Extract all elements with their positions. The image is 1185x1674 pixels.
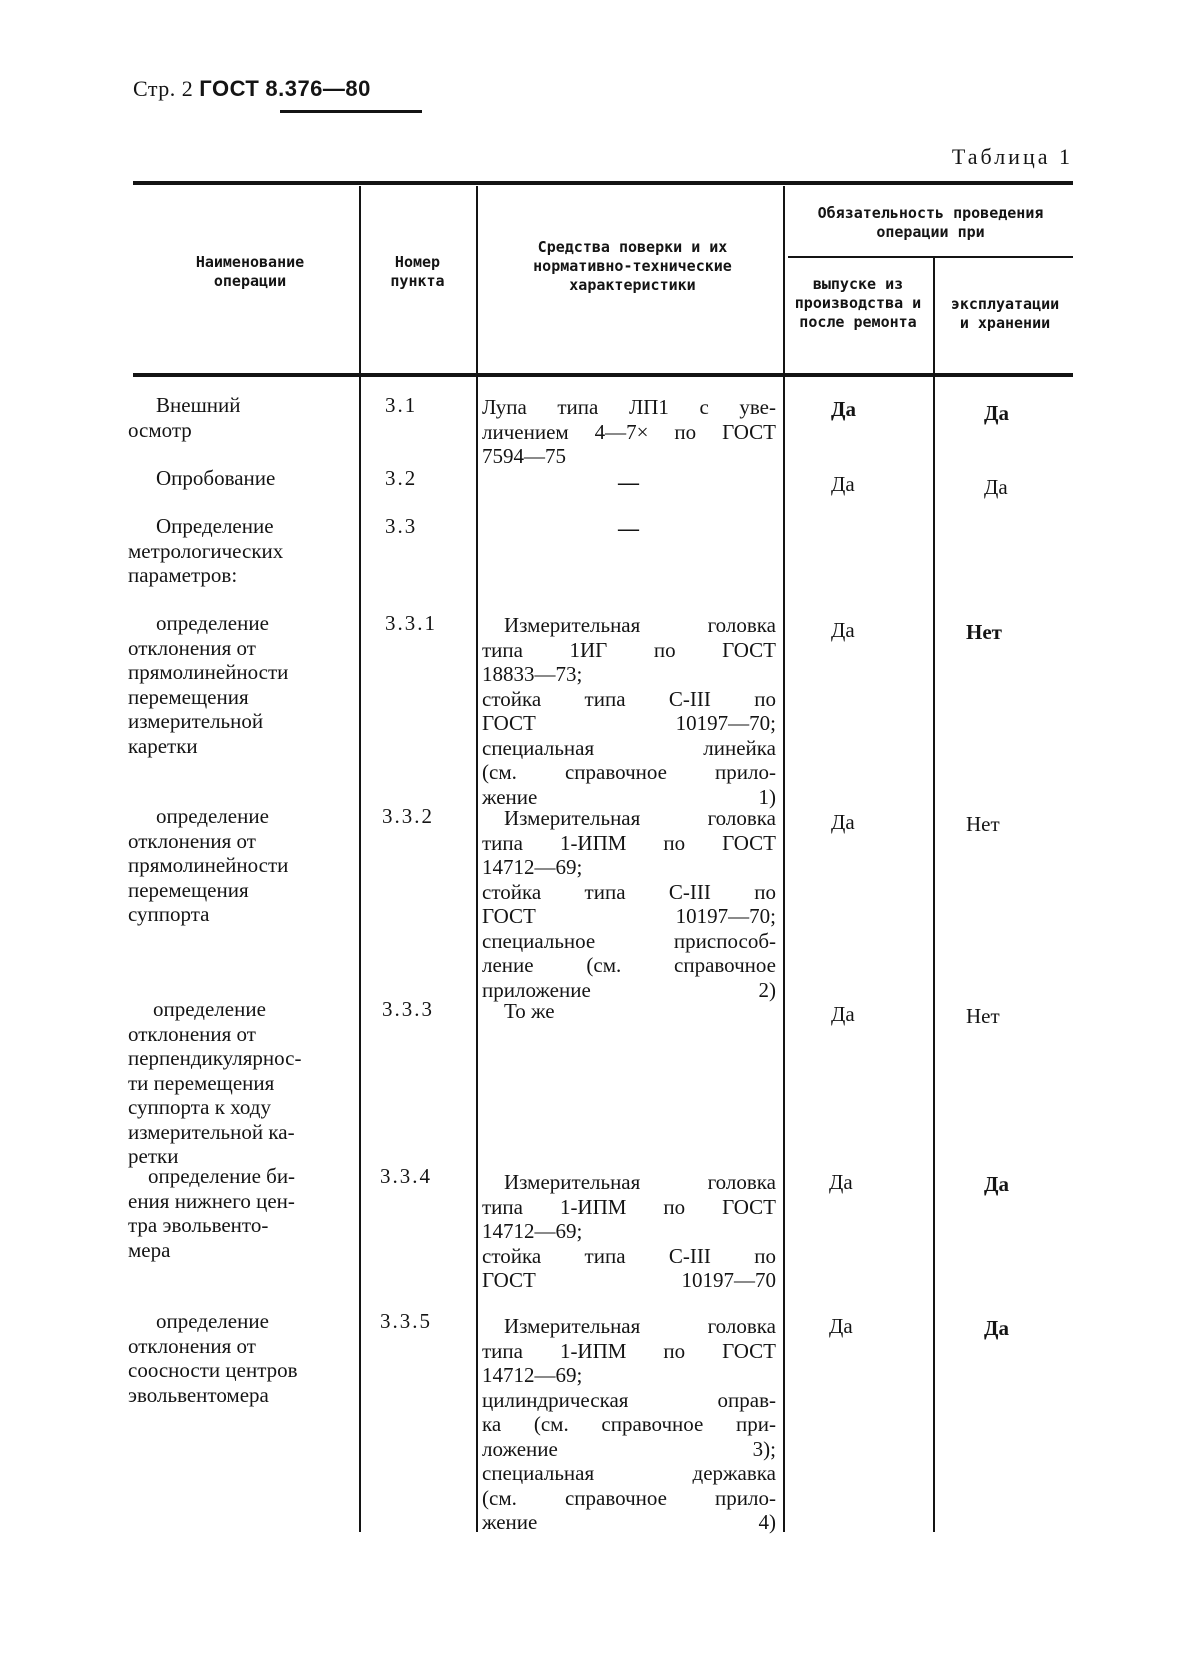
row-operation: определение би- ения нижнего цен- тра эвольвенто- мера bbox=[128, 1164, 296, 1262]
table-top-rule bbox=[133, 181, 1073, 185]
row-release: Да bbox=[829, 1170, 853, 1194]
row-means: Измерительная головка типа 1-ИПМ по ГОСТ 14712—69; стойка типа С-III по ГОСТ 10197—70 bbox=[482, 1170, 776, 1292]
header-operation: Наименование операции bbox=[195, 253, 305, 290]
table-header-rule bbox=[133, 373, 1073, 377]
row-means: Измерительная головка типа 1-ИПМ по ГОСТ 14712—69; стойка типа С-III по ГОСТ 10197—70; специальное приспособ- ление (см. справочное приложение 2) bbox=[482, 806, 776, 1002]
header-mandatory: Обязательность проведения операции при bbox=[817, 204, 1044, 241]
row-means: — bbox=[618, 470, 639, 494]
row-means: Измерительная головка типа 1ИГ по ГОСТ 18833—73; стойка типа С-III по ГОСТ 10197—70; специальная линейка (см. справочное прило- жение 1) bbox=[482, 613, 776, 809]
row-storage: Нет bbox=[966, 812, 1000, 836]
row-means: Измерительная головка типа 1-ИПМ по ГОСТ 14712—69; цилиндрическая оправ- ка (см. справочное при- ложение 3); специальная державка (см. справочное прило- жение 4) bbox=[482, 1314, 776, 1534]
row-item: 3.1 bbox=[385, 393, 418, 417]
row-item: 3.3 bbox=[385, 514, 418, 538]
row-item: 3.3.2 bbox=[382, 804, 434, 828]
row-operation: определение отклонения от прямолинейности перемещения суппорта bbox=[128, 804, 289, 926]
row-item: 3.3.1 bbox=[385, 611, 437, 635]
row-release: Да bbox=[831, 618, 855, 642]
row-item: 3.3.5 bbox=[380, 1309, 432, 1333]
header-item: Номер пункта bbox=[390, 253, 445, 290]
row-storage: Да bbox=[984, 1316, 1009, 1340]
row-means: Лупа типа ЛП1 с уве- личением 4—7× по ГОСТ 7594—75 bbox=[482, 395, 776, 468]
subheader-rule bbox=[788, 256, 1073, 258]
row-item: 3.3.4 bbox=[380, 1164, 432, 1188]
standard-label: ГОСТ bbox=[199, 76, 260, 101]
row-operation: определение отклонения от соосности центров эвольвентомера bbox=[128, 1309, 298, 1407]
column-divider bbox=[359, 186, 361, 1532]
header-means: Средства поверки и их нормативно-технические характеристики bbox=[533, 238, 732, 294]
row-operation: Определение метрологических параметров: bbox=[128, 514, 284, 587]
standard-number: 8.376—80 bbox=[265, 76, 371, 101]
row-storage: Да bbox=[984, 1172, 1009, 1196]
row-item: 3.3.3 bbox=[382, 997, 434, 1021]
row-storage: Да bbox=[984, 401, 1009, 425]
row-item: 3.2 bbox=[385, 466, 418, 490]
header-rule bbox=[280, 110, 422, 113]
page-number: Стр. 2 bbox=[133, 76, 194, 101]
column-divider bbox=[933, 258, 935, 1532]
row-operation: Внешний осмотр bbox=[128, 393, 241, 442]
header-release: выпуске из производства и после ремонта bbox=[794, 275, 922, 331]
row-release: Да bbox=[829, 1314, 853, 1338]
row-storage: Нет bbox=[966, 1004, 1000, 1028]
row-release: Да bbox=[831, 397, 856, 421]
table-label: Таблица 1 bbox=[951, 144, 1073, 169]
row-operation: определение отклонения от прямолинейности перемещения измерительной каретки bbox=[128, 611, 289, 758]
row-storage: Нет bbox=[966, 620, 1002, 644]
page-header bbox=[133, 76, 371, 102]
row-operation: определение отклонения от перпендикулярнос- ти перемещения суппорта к ходу измерительной ка- ретки bbox=[128, 997, 302, 1168]
row-storage: Да bbox=[984, 475, 1008, 499]
row-release: Да bbox=[831, 810, 855, 834]
row-means: — bbox=[618, 516, 639, 540]
column-divider bbox=[783, 186, 785, 1532]
row-operation: Опробование bbox=[156, 466, 276, 490]
header-operation-storage: эксплуатации и хранении bbox=[950, 295, 1060, 332]
row-release: Да bbox=[831, 1002, 855, 1026]
column-divider bbox=[476, 186, 478, 1532]
row-means: То же bbox=[504, 999, 555, 1023]
row-release: Да bbox=[831, 472, 855, 496]
